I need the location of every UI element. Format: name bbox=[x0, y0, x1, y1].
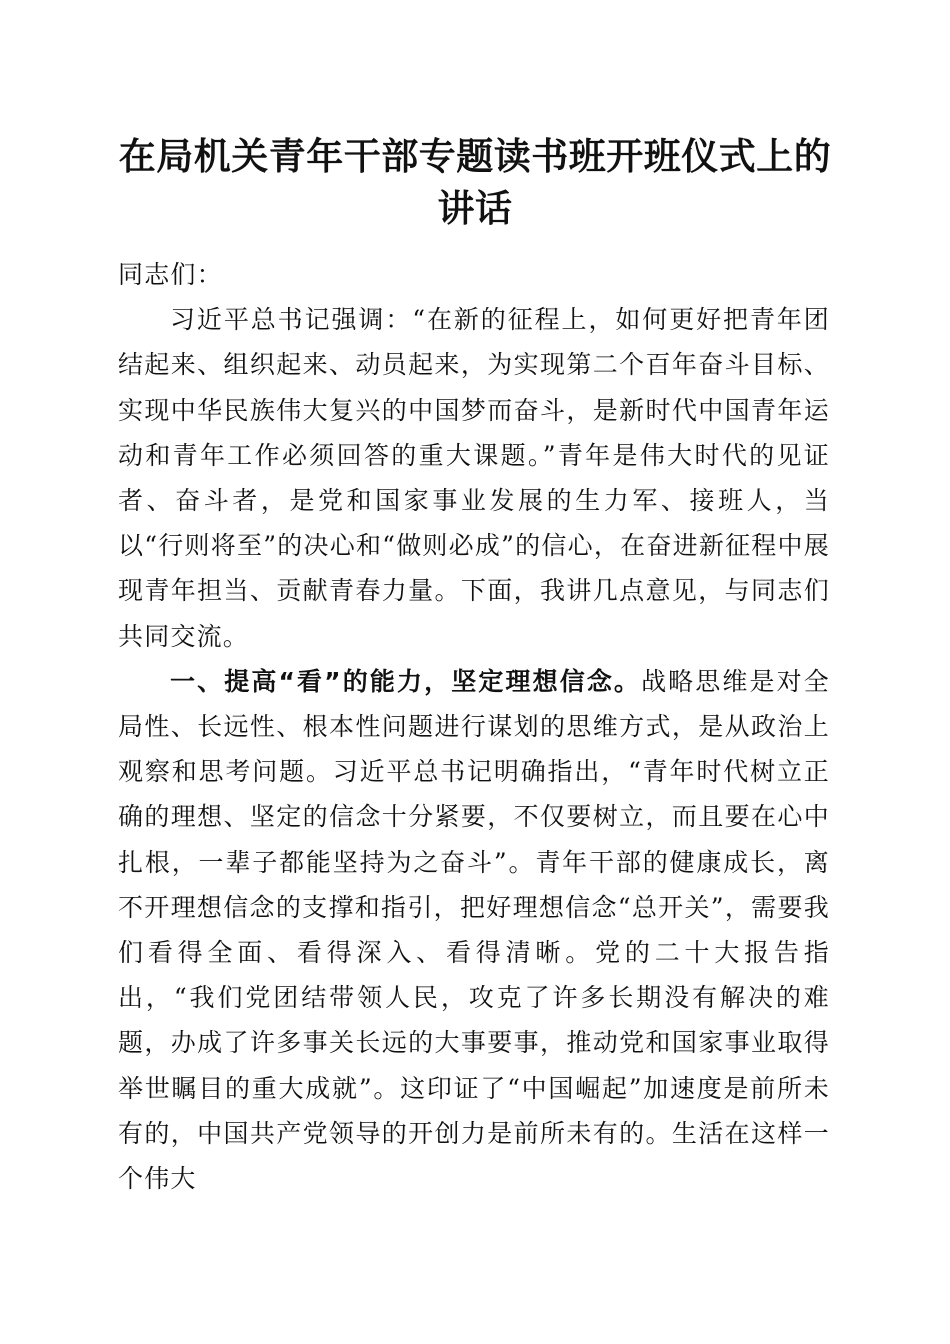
section-1-heading: 一、提高“看”的能力，坚定理想信念。 bbox=[170, 666, 642, 696]
section-1-body: 战略思维是对全局性、长远性、根本性问题进行谋划的思维方式，是从政治上观察和思考问题。习近平总书记明确指出，“青年时代树立正确的理想、坚定的信念十分紧要，不仅要树立，而且要在心中扎根，一辈子都能坚持为之奋斗”。青年干部的健康成长，离不开理想信念的支撑和指引，把好理想信念“总开关”，需要我们看得全面、看得深入、看得清晰。党的二十大报告指出，“我们党团结带领人民，攻克了许多长期没有解决的难题，办成了许多事关长远的大事要事，推动党和国家事业取得举世瞩目的重大成就”。这印证了“中国崛起”加速度是前所未有的，中国共产党领导的开创力是前所未有的。生活在这样一个伟大 bbox=[118, 666, 830, 1194]
paragraph-section-1 bbox=[118, 659, 830, 1201]
document-title: 在局机关青年干部专题读书班开班仪式上的讲话 bbox=[118, 134, 832, 230]
paragraph-intro: 习近平总书记强调：“在新的征程上，如何更好把青年团结起来、组织起来、动员起来，为实现第二个百年奋斗目标、实现中华民族伟大复兴的中国梦而奋斗，是新时代中国青年运动和青年工作必须回答的重大课题。”青年是伟大时代的见证者、奋斗者，是党和国家事业发展的生力军、接班人，当以“行则将至”的决心和“做则必成”的信心，在奋进新征程中展现青年担当、贡献青春力量。下面，我讲几点意见，与同志们共同交流。 bbox=[118, 305, 830, 651]
salutation: 同志们： bbox=[118, 260, 223, 289]
document-body bbox=[118, 252, 830, 1201]
